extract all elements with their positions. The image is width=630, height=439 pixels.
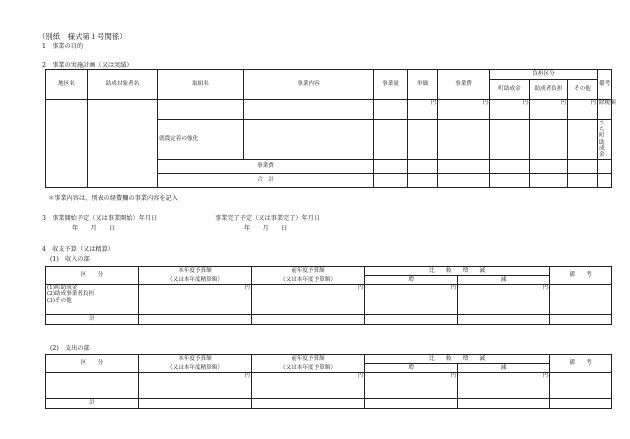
- cell-target: [88, 100, 158, 188]
- cell-remarks-town-grant: うち町助成金: [598, 120, 612, 160]
- cell-town-yen: 円: [490, 100, 530, 120]
- income-decrease-yen: 円: [458, 285, 550, 315]
- income-total-inc: [365, 315, 458, 325]
- expense-total-remarks: [550, 399, 612, 409]
- expense-header-prev-year: 前年度予算額: [252, 355, 365, 364]
- income-total-dec: [458, 315, 550, 325]
- expense-remarks-cell: [550, 373, 612, 399]
- cell-district: [46, 100, 88, 188]
- schedule-start-label: 3 事業開始予定（又は事業開始）年月日: [42, 215, 158, 222]
- section-purpose: 1 事業の目的: [42, 43, 84, 50]
- plan-note: ＊事業内容は、別表の経費欄の事業内容を記入: [48, 195, 178, 202]
- cell-recipient-yen: 円: [530, 100, 568, 120]
- cell-grand-qty: [374, 174, 408, 188]
- row-grand-total-label: 合 計: [158, 174, 374, 188]
- expense-total-prev: [252, 399, 365, 409]
- header-burden-other: その他: [568, 80, 598, 100]
- expense-header-prev-year-sub: （又は本年度予算額）: [252, 364, 365, 373]
- cell-other-yen: 円: [568, 100, 598, 120]
- schedule-end-date: 年 月 日: [244, 225, 288, 232]
- expense-this-year-yen: 円: [139, 373, 252, 399]
- cell-total-remarks: [598, 160, 612, 174]
- expense-prev-year-yen: 円: [252, 373, 365, 399]
- header-initiative: 取組名: [158, 70, 244, 100]
- cell-content-2: [244, 120, 374, 160]
- income-header-this-year: 本年度予算額: [139, 267, 252, 276]
- expense-total-label: 計: [46, 399, 139, 409]
- form-heading: （別紙 様式第１号関係）: [38, 32, 127, 41]
- income-table: [45, 266, 612, 325]
- income-row-other: (3)その他: [47, 297, 72, 304]
- section-income: (1) 収入の部: [50, 256, 90, 263]
- cell-town-2: [490, 120, 530, 160]
- expense-increase-yen: 円: [365, 373, 458, 399]
- header-remarks: 備考: [598, 70, 612, 100]
- income-total-this: [139, 315, 252, 325]
- cell-grand-unit: [408, 174, 438, 188]
- income-increase-yen: 円: [365, 285, 458, 315]
- header-unit-price: 単価: [408, 70, 438, 100]
- cell-cost-yen: 円: [438, 100, 490, 120]
- income-header-increase: 増: [365, 276, 458, 285]
- schedule-start-date: 年 月 日: [72, 225, 116, 232]
- income-header-category: 区 分: [46, 267, 139, 285]
- header-burden-town: 町助成金: [490, 80, 530, 100]
- cell-total-other: [568, 160, 598, 174]
- expense-decrease-yen: 円: [458, 373, 550, 399]
- section-budget: 4 収支予算（又は精算）: [42, 246, 114, 253]
- cell-quantity-1: [374, 100, 408, 120]
- expense-header-category: 区 分: [46, 355, 139, 373]
- cell-unit-price-2: [408, 120, 438, 160]
- cell-unit-price-yen: 円: [408, 100, 438, 120]
- cell-total-town: [490, 160, 530, 174]
- schedule-end-label: 事業完了予定（又は事業完了）年月日: [215, 215, 321, 222]
- income-row-town-grant: (1)町助成金: [47, 285, 78, 291]
- row-total-cost-label: 事業費: [158, 160, 374, 174]
- header-target: 助成対象者名: [88, 70, 158, 100]
- header-burden-recipient: 助成者負担: [530, 80, 568, 100]
- expense-header-decrease: 減: [458, 364, 550, 373]
- income-header-decrease: 減: [458, 276, 550, 285]
- header-district: 地区名: [46, 70, 88, 100]
- expense-total-this: [139, 399, 252, 409]
- expense-category-cell: [46, 373, 139, 399]
- cell-initiative-blank: [158, 100, 244, 120]
- expense-total-inc: [365, 399, 458, 409]
- cell-content-1: [244, 100, 374, 120]
- cell-other-2: [568, 120, 598, 160]
- cell-initiative-value: 就農定着の強化: [158, 120, 244, 160]
- income-header-prev-year: 前年度予算額: [252, 267, 365, 276]
- income-header-remarks: 備 考: [550, 267, 612, 285]
- header-quantity: 事業量: [374, 70, 408, 100]
- income-total-prev: [252, 315, 365, 325]
- cell-cost-2: [438, 120, 490, 160]
- cell-grand-town: [490, 174, 530, 188]
- cell-remarks-tax: 除税額: [598, 100, 612, 120]
- section-plan: 2 事業の実施計画（又は実績）: [42, 62, 133, 69]
- income-remarks-cell: [550, 285, 612, 315]
- cell-grand-recipient: [530, 174, 568, 188]
- cell-total-qty: [374, 160, 408, 174]
- income-this-year-yen: 円: [139, 285, 252, 315]
- expense-header-increase: 増: [365, 364, 458, 373]
- income-total-label: 計: [46, 315, 139, 325]
- income-category-list: [46, 285, 139, 315]
- expense-header-compare: 比 較 増 減: [365, 355, 550, 364]
- income-prev-year-yen: 円: [252, 285, 365, 315]
- cell-total-recipient: [530, 160, 568, 174]
- cell-quantity-2: [374, 120, 408, 160]
- income-header-compare: 比 較 増 減: [365, 267, 550, 276]
- section-expense: (2) 支出の部: [50, 345, 90, 352]
- header-content: 事業内容: [244, 70, 374, 100]
- expense-header-this-year-sub: （又は本年度精算額）: [139, 364, 252, 373]
- header-cost: 事業費: [438, 70, 490, 100]
- expense-header-this-year: 本年度予算額: [139, 355, 252, 364]
- expense-table: [45, 354, 612, 409]
- cell-grand-cost: [438, 174, 490, 188]
- income-header-prev-year-sub: （又は本年度予算額）: [252, 276, 365, 285]
- cell-total-cost: [438, 160, 490, 174]
- expense-total-dec: [458, 399, 550, 409]
- income-total-remarks: [550, 315, 612, 325]
- cell-grand-other: [568, 174, 598, 188]
- plan-table: [45, 69, 616, 188]
- cell-grand-remarks: [598, 174, 612, 188]
- header-burden: 負担区分: [490, 70, 598, 80]
- expense-header-remarks: 備 考: [550, 355, 612, 373]
- cell-recipient-2: [530, 120, 568, 160]
- income-header-this-year-sub: （又は本年度精算額）: [139, 276, 252, 285]
- income-row-recipient: (2)助成事業者負担: [47, 291, 95, 298]
- cell-total-unit: [408, 160, 438, 174]
